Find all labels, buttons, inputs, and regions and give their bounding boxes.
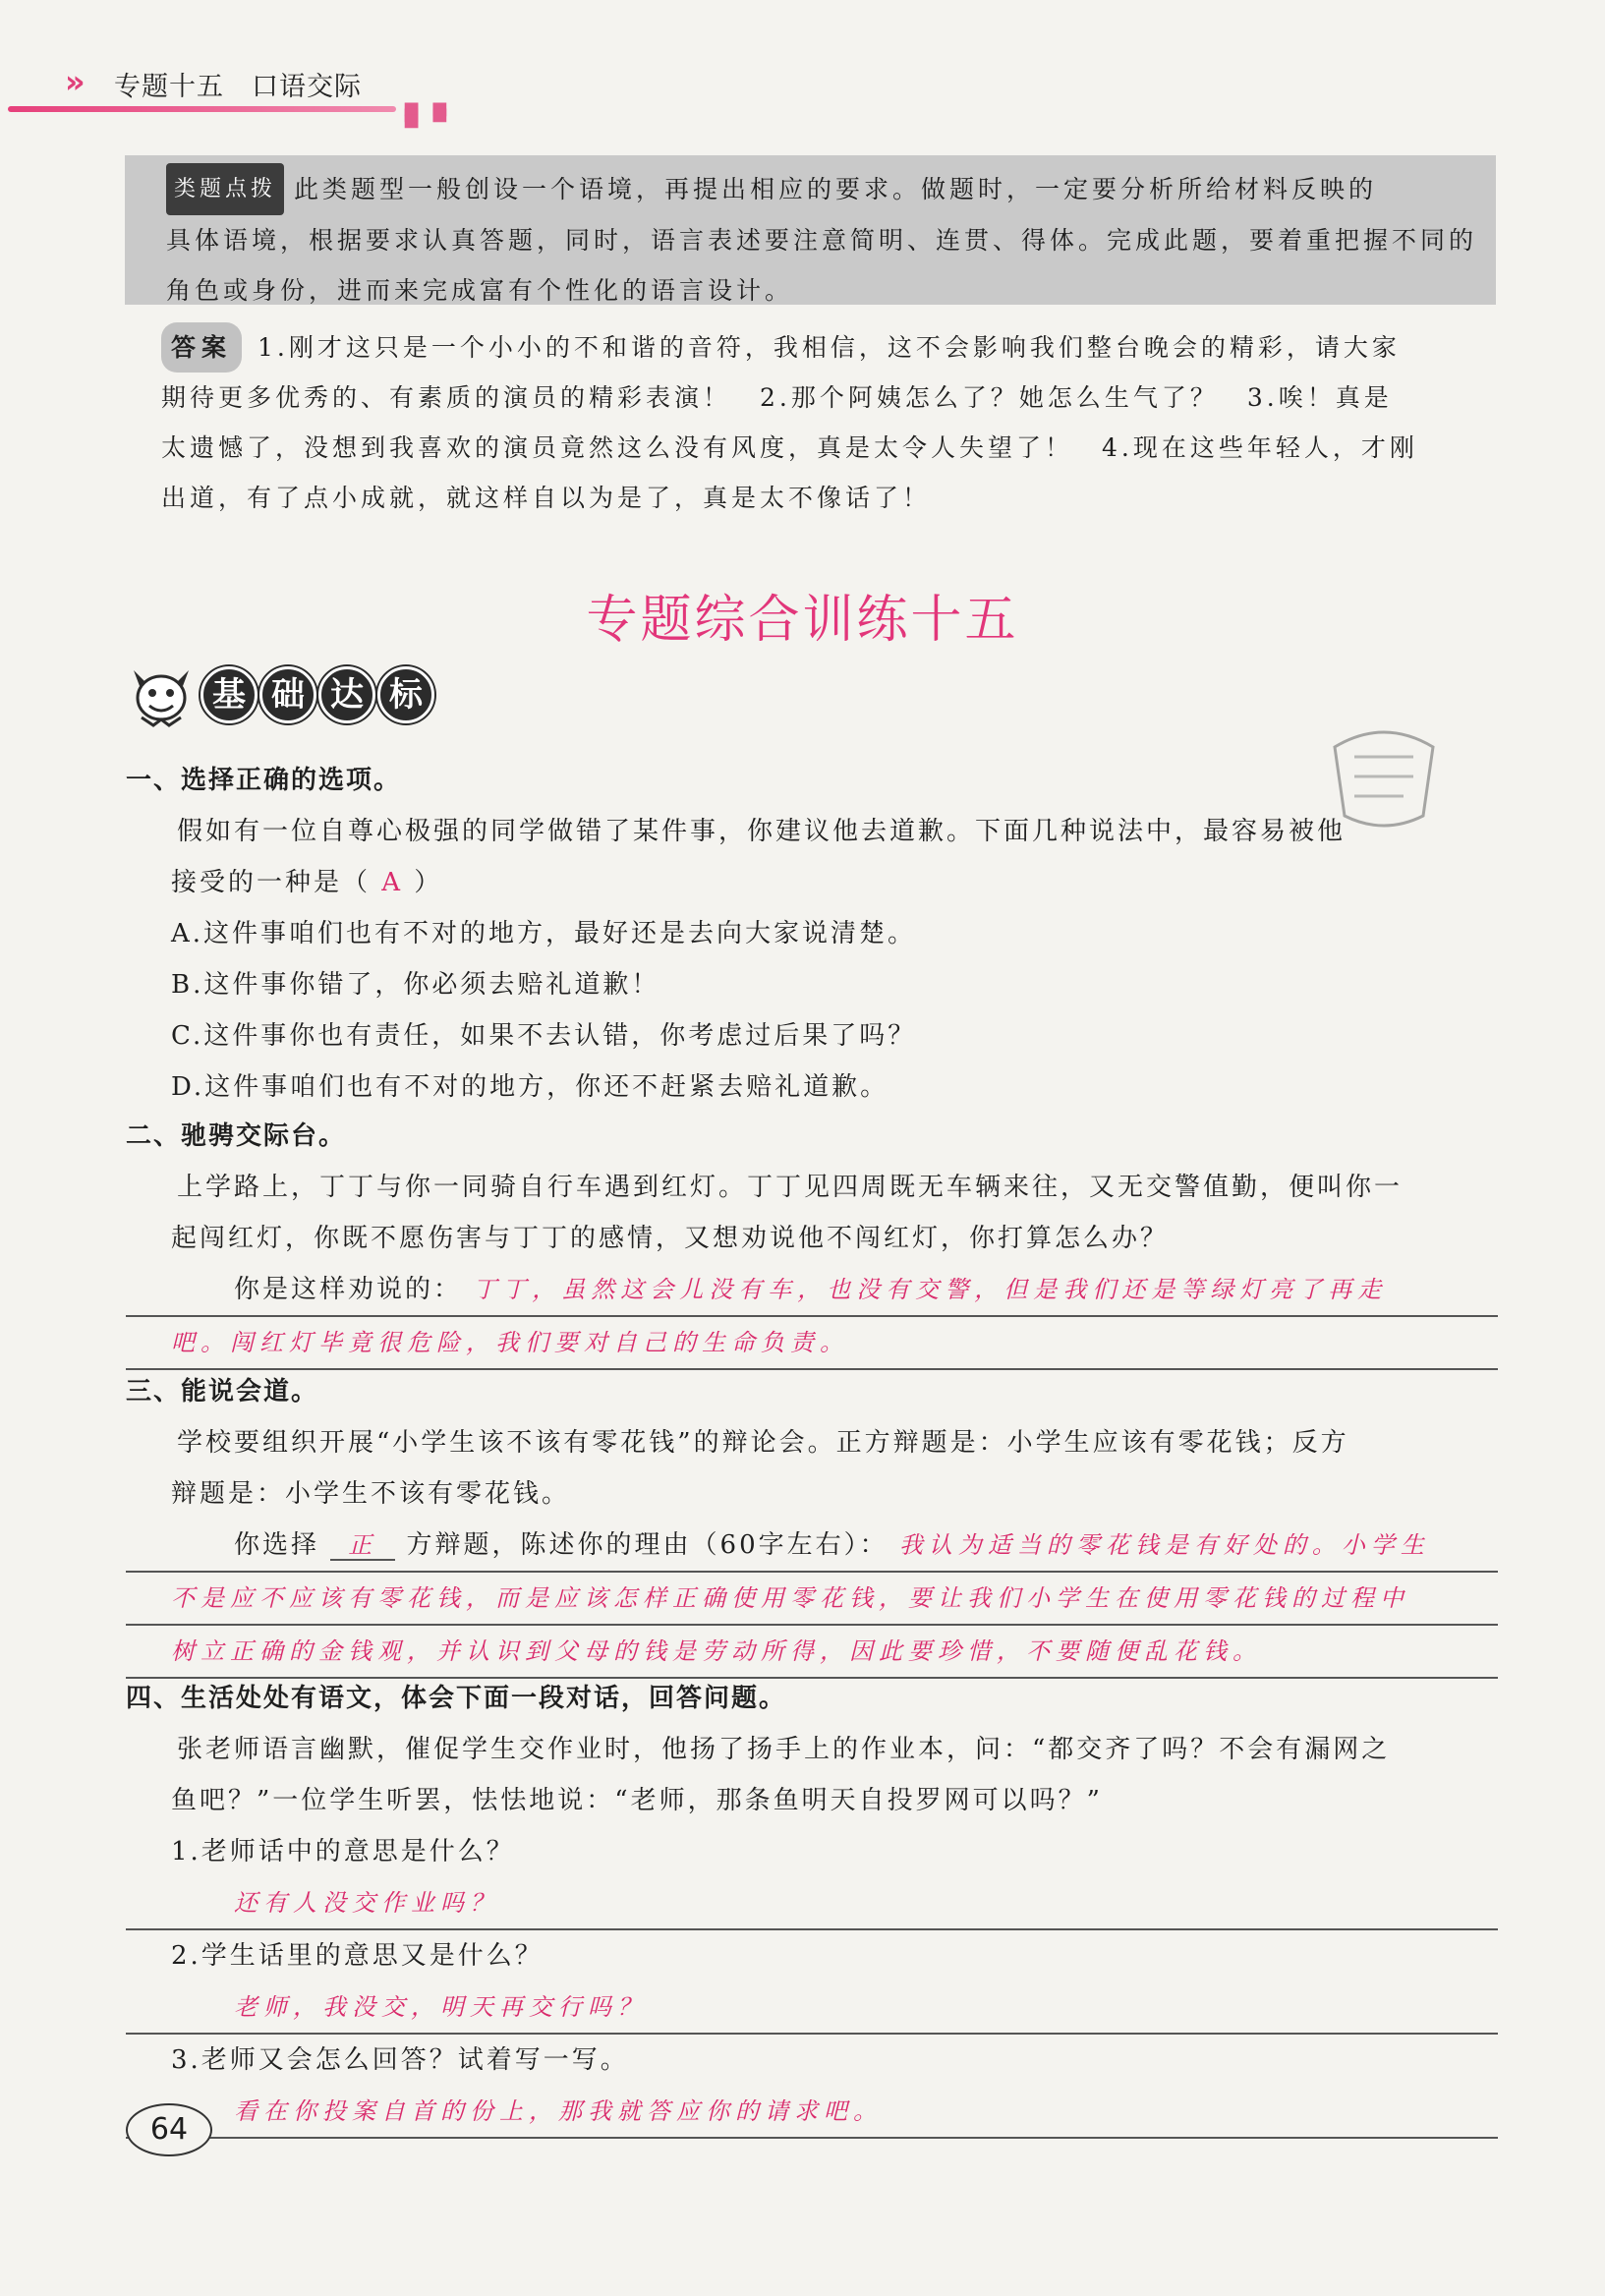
basic-char-4: 标: [377, 666, 434, 723]
question-3-answer-line-2: 不是应不应该有零花钱，而是应该怎样正确使用零花钱，要让我们小学生在使用零花钱的过程中: [171, 1584, 1409, 1612]
question-2-stem-line-1: 上学路上，丁丁与你一同骑自行车遇到红灯。丁丁见四周既无车辆来往，又无交警值勤，便叫你一: [177, 1173, 1404, 1202]
question-3-stem-line-1: 学校要组织开展“小学生该不该有零花钱”的辩论会。正方辩题是：小学生应该有零花钱；反方: [177, 1428, 1349, 1458]
option-d: D.这件事咱们也有不对的地方，你还不赶紧去赔礼道歉。: [171, 1072, 889, 1102]
question-4-sub-1: 1.老师话中的意思是什么？: [171, 1837, 515, 1866]
header-title: 专题十五 口语交际: [114, 72, 362, 102]
question-4-stem-line-2: 鱼吧？”一位学生听罢，怯怯地说：“老师，那条鱼明天自投罗网可以吗？”: [171, 1786, 1103, 1815]
question-2: [126, 1111, 1498, 1370]
question-1-heading: 一、选择正确的选项。: [126, 766, 402, 795]
question-3-prompt-row: [126, 1520, 1498, 1573]
question-4-heading: 四、生活处处有语文，体会下面一段对话，回答问题。: [126, 1684, 787, 1713]
answer-line-4: 出道，有了点小成就，就这样自以为是了，真是太不像话了！: [161, 484, 932, 512]
header-dots: ■ ■ ■ ■ ■: [403, 98, 451, 131]
option-a: A.这件事咱们也有不对的地方，最好还是去向大家说清楚。: [171, 919, 917, 948]
question-3-prompt-prefix: 你选择: [234, 1530, 320, 1560]
question-4-answer-2: 老师，我没交，明天再交行吗？: [234, 1993, 647, 2021]
option-b: B.这件事你错了，你必须去赔礼道歉！: [171, 970, 660, 1000]
answer-line-1: 1.刚才这只是一个小小的不和谐的音符，我相信，这不会影响我们整台晚会的精彩，请大家: [258, 333, 1401, 362]
answer-line-3: 太遗憾了，没想到我喜欢的演员竟然这么没有风度，真是太令人失望了！ 4.现在这些年轻人，才刚: [161, 433, 1418, 462]
hint-line-3: 角色或身份，进而来完成富有个性化的语言设计。: [166, 276, 794, 305]
question-4-answer-2-row: [126, 1981, 1498, 2035]
question-3-answer-line-3: 树立正确的金钱观，并认识到父母的钱是劳动所得，因此要珍惜，不要随便乱花钱。: [171, 1637, 1262, 1665]
question-1-stem-suffix: ）: [414, 868, 443, 897]
option-c: C.这件事你也有责任，如果不去认错，你考虑过后果了吗？: [171, 1021, 917, 1051]
question-3-choice: 正: [330, 1531, 395, 1561]
basic-label: [126, 657, 450, 737]
question-3-answer-line-1: 我认为适当的零花钱是有好处的。小学生: [898, 1531, 1430, 1559]
question-2-answer-line-1: 丁丁，虽然这会儿没有车，也没有交警，但是我们还是等绿灯亮了再走: [473, 1276, 1388, 1303]
question-3-stem-line-2: 辩题是：小学生不该有零花钱。: [171, 1479, 571, 1509]
hint-line-1: 此类题型一般创设一个语境，再提出相应的要求。做题时，一定要分析所给材料反映的: [294, 175, 1378, 203]
answer-tag: 答案: [161, 322, 242, 373]
hint-box: [125, 155, 1496, 305]
basic-char-2: 础: [259, 666, 316, 723]
question-4-answer-1: 还有人没交作业吗？: [234, 1889, 499, 1917]
answer-line-2: 期待更多优秀的、有素质的演员的精彩表演！ 2.那个阿姨怎么了？她怎么生气了？ 3.唉！真是: [161, 383, 1393, 412]
question-2-prompt: 你是这样劝说的：: [234, 1275, 463, 1304]
question-4-answer-1-row: [126, 1877, 1498, 1930]
question-1-stem-line-1: 假如有一位自尊心极强的同学做错了某件事，你建议他去道歉。下面几种说法中，最容易被他: [177, 817, 1347, 846]
question-2-answer-row: [126, 1264, 1498, 1317]
question-4-sub-2: 2.学生话里的意思又是什么？: [171, 1941, 544, 1971]
question-4: [126, 1673, 1498, 2139]
answer-block: [161, 322, 1498, 523]
page-header: [8, 61, 470, 131]
mascot-icon: [126, 660, 197, 731]
question-2-answer-row-2: [126, 1317, 1498, 1370]
header-underline: [8, 106, 396, 112]
question-3-answer-row-2: [126, 1573, 1498, 1626]
question-1-stem-line-2: [126, 857, 1498, 908]
question-1-stem-prefix: 接受的一种是（: [171, 868, 372, 897]
question-2-answer-line-2: 吧。闯红灯毕竟很危险，我们要对自己的生命负责。: [171, 1329, 849, 1356]
question-4-answer-3-row: [126, 2086, 1498, 2139]
question-3-prompt-suffix: 方辩题，陈述你的理由（60字左右）：: [406, 1530, 888, 1560]
question-3-heading: 三、能说会道。: [126, 1377, 319, 1406]
hint-text: [166, 163, 1480, 316]
question-3: [126, 1366, 1498, 1679]
question-4-stem-line-1: 张老师语言幽默，催促学生交作业时，他扬了扬手上的作业本，问：“都交齐了吗？不会有漏网之: [177, 1735, 1391, 1764]
section-title: 专题综合训练十五: [586, 591, 1019, 650]
hint-line-2: 具体语境，根据要求认真答题，同时，语言表述要注意简明、连贯、得体。完成此题，要着重把握不同的: [166, 226, 1478, 255]
page-number: 64: [126, 2103, 212, 2156]
basic-label-chars: [201, 666, 434, 723]
question-1: [126, 755, 1498, 1113]
question-2-stem-line-2: 起闯红灯，你既不愿伤害与丁丁的感情，又想劝说他不闯红灯，你打算怎么办？: [171, 1224, 1170, 1253]
question-1-answer: A: [381, 868, 404, 897]
question-3-answer-row-3: [126, 1626, 1498, 1679]
question-2-heading: 二、驰骋交际台。: [126, 1121, 347, 1151]
question-4-sub-3: 3.老师又会怎么回答？试着写一写。: [171, 2045, 629, 2075]
double-chevron-icon: »: [65, 63, 86, 100]
hint-tag: 类题点拨: [166, 163, 284, 215]
basic-char-1: 基: [201, 666, 258, 723]
question-1-stem: [126, 806, 1498, 857]
question-4-answer-3: 看在你投案自首的份上，那我就答应你的请求吧。: [234, 2097, 883, 2125]
basic-char-3: 达: [318, 666, 375, 723]
